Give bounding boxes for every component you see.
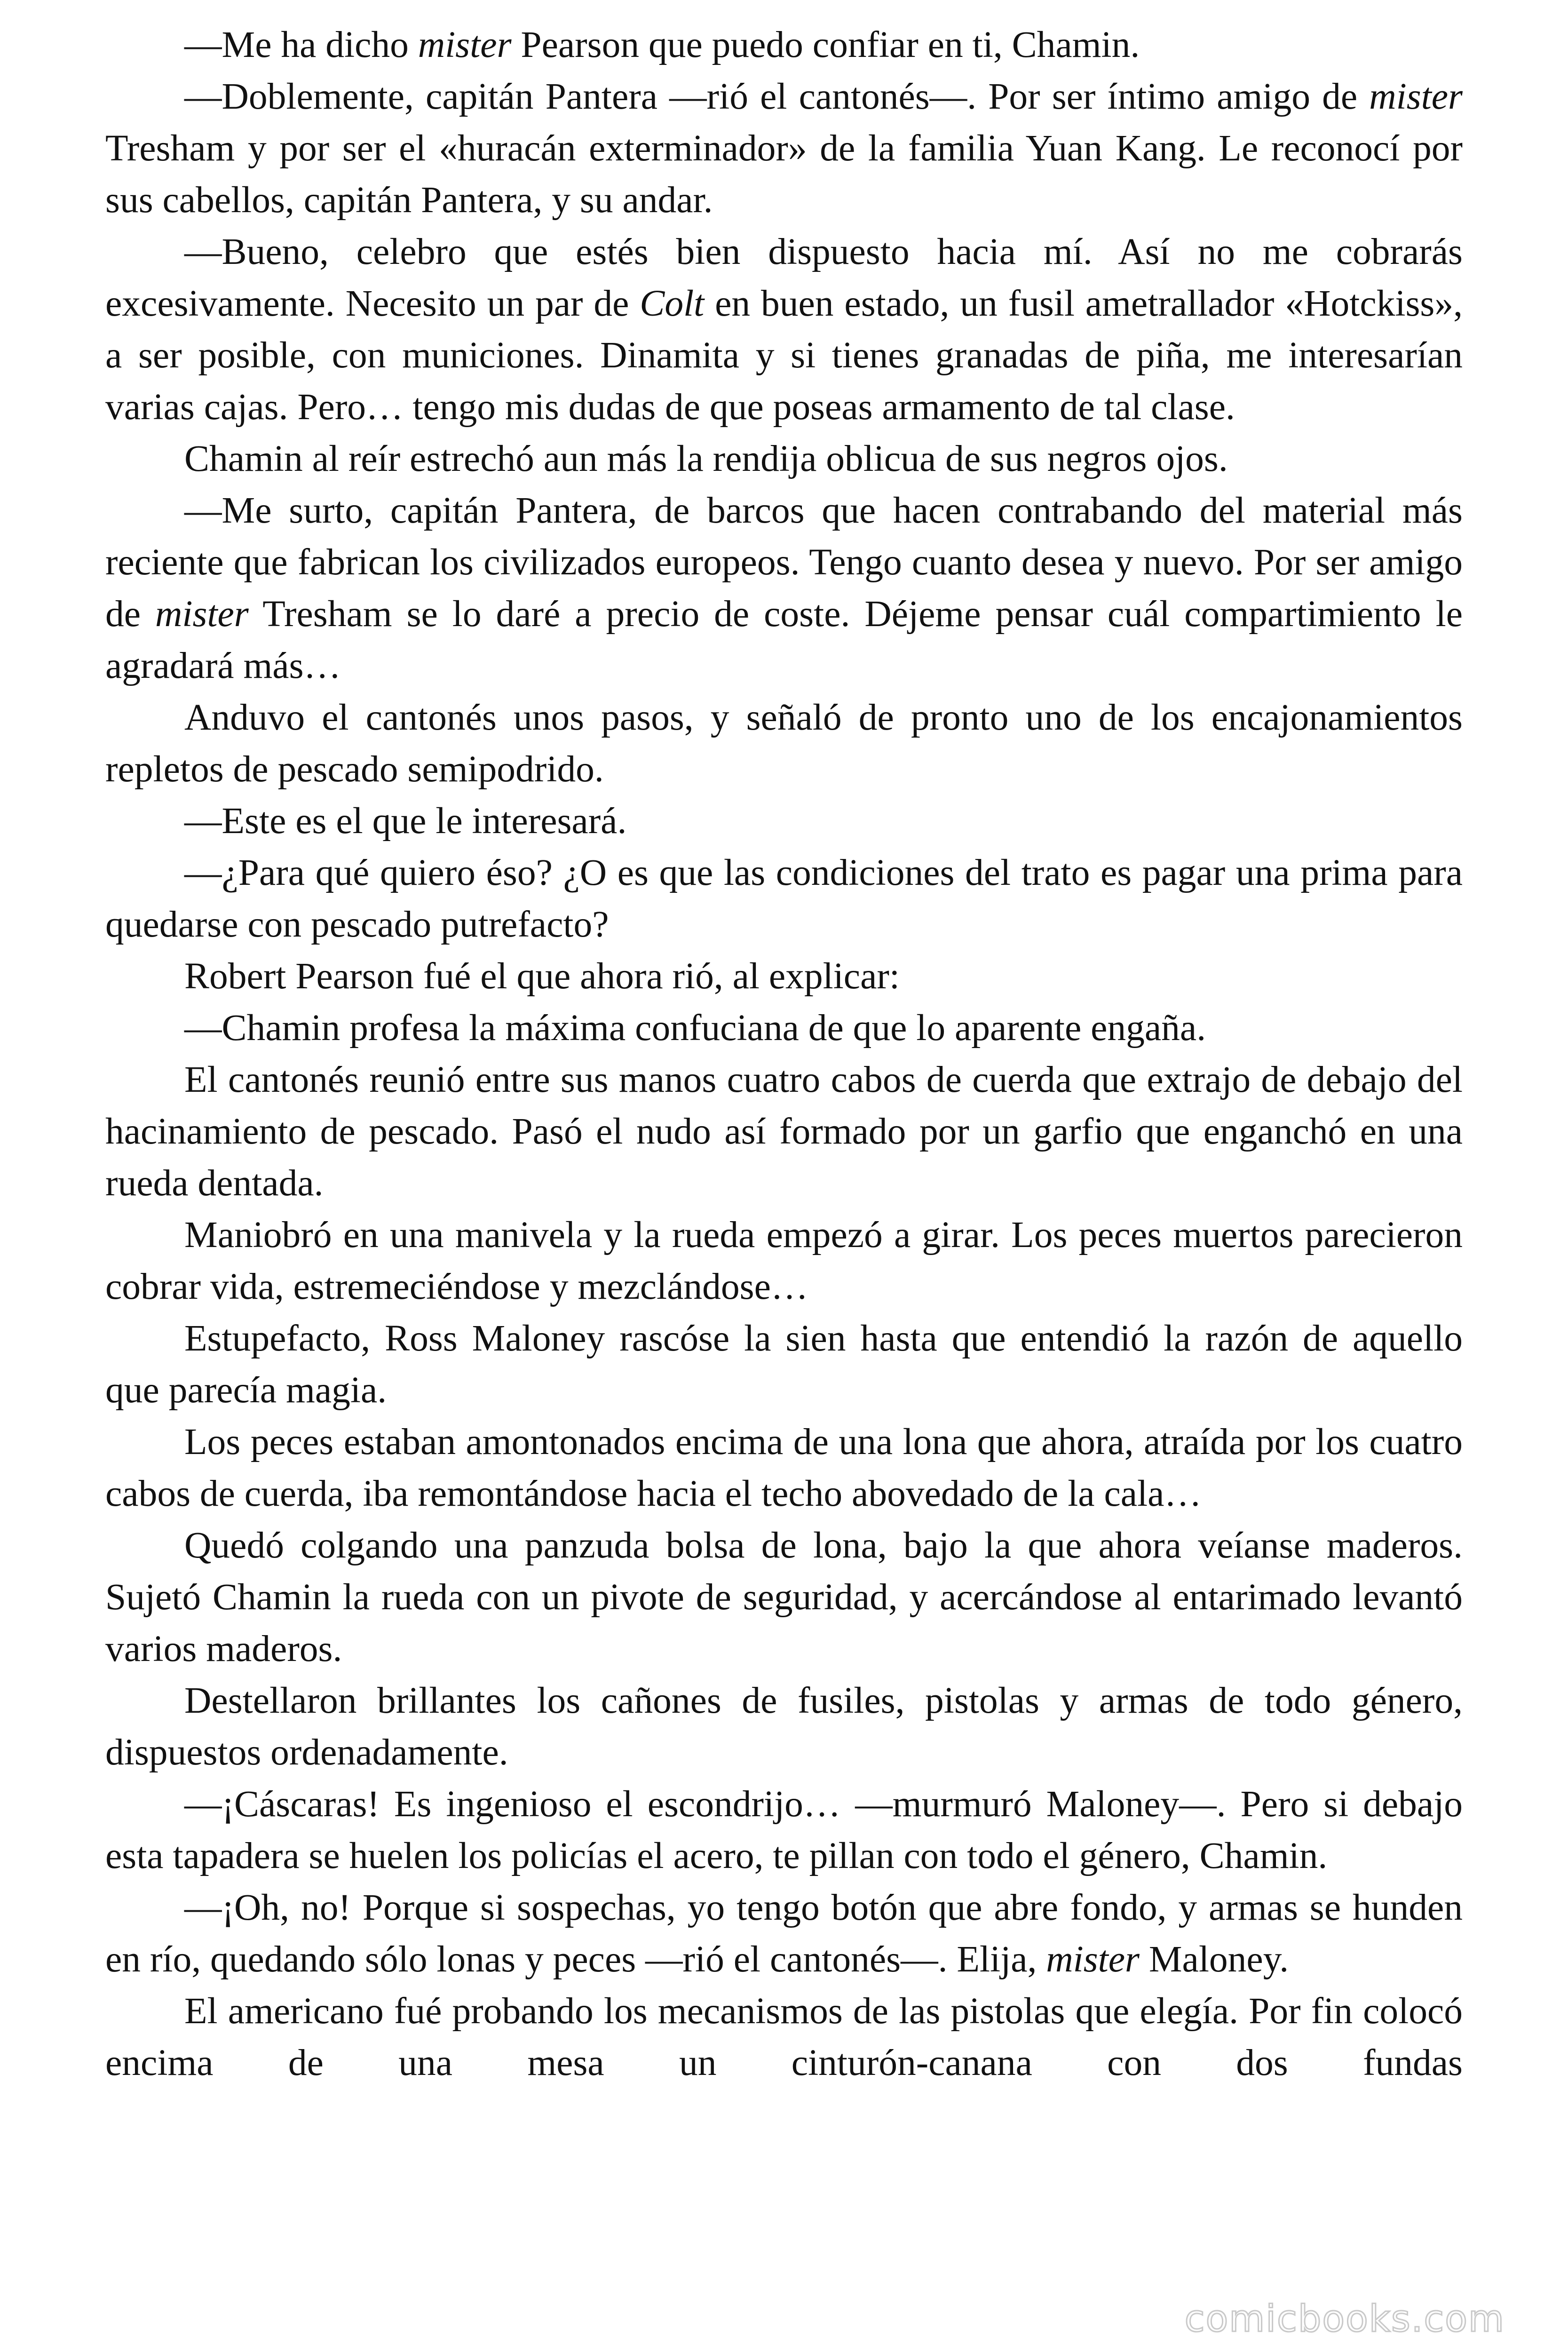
text-run: Chamin al reír estrechó aun más la rendija oblicua de sus negros ojos.	[184, 438, 1228, 479]
italic-text: mister	[1046, 1939, 1140, 1980]
paragraph	[105, 485, 1463, 691]
paragraph	[105, 1416, 1463, 1519]
watermark: comicbooks.com	[1184, 2298, 1505, 2340]
paragraph	[105, 1778, 1463, 1882]
text-run: Estupefacto, Ross Maloney rascóse la sien hasta que entendió la razón de aquello que parecía magia.	[105, 1318, 1463, 1411]
text-run: —Doblemente, capitán Pantera —rió el cantonés—. Por ser íntimo amigo de	[184, 76, 1370, 117]
text-run: —Me ha dicho	[184, 24, 418, 65]
paragraph	[105, 19, 1463, 71]
paragraph	[105, 1985, 1463, 2089]
paragraph	[105, 795, 1463, 847]
italic-text: Colt	[640, 283, 705, 324]
text-run: —Chamin profesa la máxima confuciana de que lo aparente engaña.	[184, 1007, 1206, 1049]
text-run: Robert Pearson fué el que ahora rió, al explicar:	[184, 955, 900, 997]
italic-text: mister	[155, 593, 249, 635]
paragraph	[105, 1675, 1463, 1778]
book-page-text	[105, 19, 1463, 2333]
text-run: —¡Oh, no! Porque si sospechas, yo tengo botón que abre fondo, y armas se hunden en río, quedando sólo lonas y peces —rió el cantonés—. Elija,	[105, 1887, 1463, 1980]
paragraph	[105, 1209, 1463, 1312]
text-run: —Me surto, capitán Pantera, de barcos que hacen contrabando del material más reciente que fabrican los civilizados europeos. Tengo cuanto desea y nuevo. Por ser amigo de	[105, 490, 1463, 635]
text-run: Quedó colgando una panzuda bolsa de lona, bajo la que ahora veíanse maderos. Sujetó Chamin la rueda con un pivote de seguridad, y acercándose al entarimado levantó varios maderos.	[105, 1525, 1463, 1669]
paragraph	[105, 1882, 1463, 1985]
text-run: Maloney.	[1139, 1939, 1289, 1980]
paragraph	[105, 226, 1463, 433]
italic-text: mister	[418, 24, 512, 65]
text-run: Tresham se lo daré a precio de coste. Déjeme pensar cuál compartimiento le agradará más…	[105, 593, 1463, 686]
text-run: El americano fué probando los mecanismos de las pistolas que elegía. Por fin colocó encima de una mesa un cinturón-canana con dos fundas	[105, 1990, 1463, 2083]
text-run: Pearson que puedo confiar en ti, Chamin.	[511, 24, 1140, 65]
text-run: El cantonés reunió entre sus manos cuatro cabos de cuerda que extrajo de debajo del hacinamiento de pescado. Pasó el nudo así formado por un garfio que enganchó en una rueda dentada.	[105, 1059, 1463, 1204]
text-run: —Bueno, celebro que estés bien dispuesto hacia mí. Así no me cobrarás excesivamente. Necesito un par de	[105, 231, 1463, 324]
text-run: —Este es el que le interesará.	[184, 800, 627, 842]
paragraph	[105, 950, 1463, 1002]
paragraph	[105, 847, 1463, 950]
paragraph	[105, 1312, 1463, 1416]
paragraph	[105, 1054, 1463, 1209]
text-run: en buen estado, un fusil ametrallador «Hotckiss», a ser posible, con municiones. Dinamita y si tienes granadas de piña, me interesarían varias cajas. Pero… tengo mis dudas de que poseas armamento de tal clase.	[105, 283, 1463, 428]
text-run: Destellaron brillantes los cañones de fusiles, pistolas y armas de todo género, dispuestos ordenadamente.	[105, 1680, 1463, 1773]
text-run: Anduvo el cantonés unos pasos, y señaló de pronto uno de los encajonamientos repletos de pescado semipodrido.	[105, 697, 1463, 790]
text-run: —¡Cáscaras! Es ingenioso el escondrijo… —murmuró Maloney—. Pero si debajo esta tapadera se huelen los policías el acero, te pillan con todo el género, Chamin.	[105, 1783, 1463, 1876]
text-run: —¿Para qué quiero éso? ¿O es que las condiciones del trato es pagar una prima para quedarse con pescado putrefacto?	[105, 852, 1463, 945]
paragraph	[105, 691, 1463, 795]
text-run: Tresham y por ser el «huracán exterminador» de la familia Yuan Kang. Le reconocí por sus cabellos, capitán Pantera, y su andar.	[105, 127, 1463, 221]
text-run: Los peces estaban amontonados encima de una lona que ahora, atraída por los cuatro cabos de cuerda, iba remontándose hacia el techo abovedado de la cala…	[105, 1421, 1463, 1514]
text-run: Maniobró en una manivela y la rueda empezó a girar. Los peces muertos parecieron cobrar vida, estremeciéndose y mezclándose…	[105, 1214, 1463, 1307]
paragraph	[105, 1002, 1463, 1054]
paragraph	[105, 1519, 1463, 1675]
italic-text: mister	[1369, 76, 1463, 117]
paragraph	[105, 71, 1463, 226]
paragraph	[105, 433, 1463, 485]
